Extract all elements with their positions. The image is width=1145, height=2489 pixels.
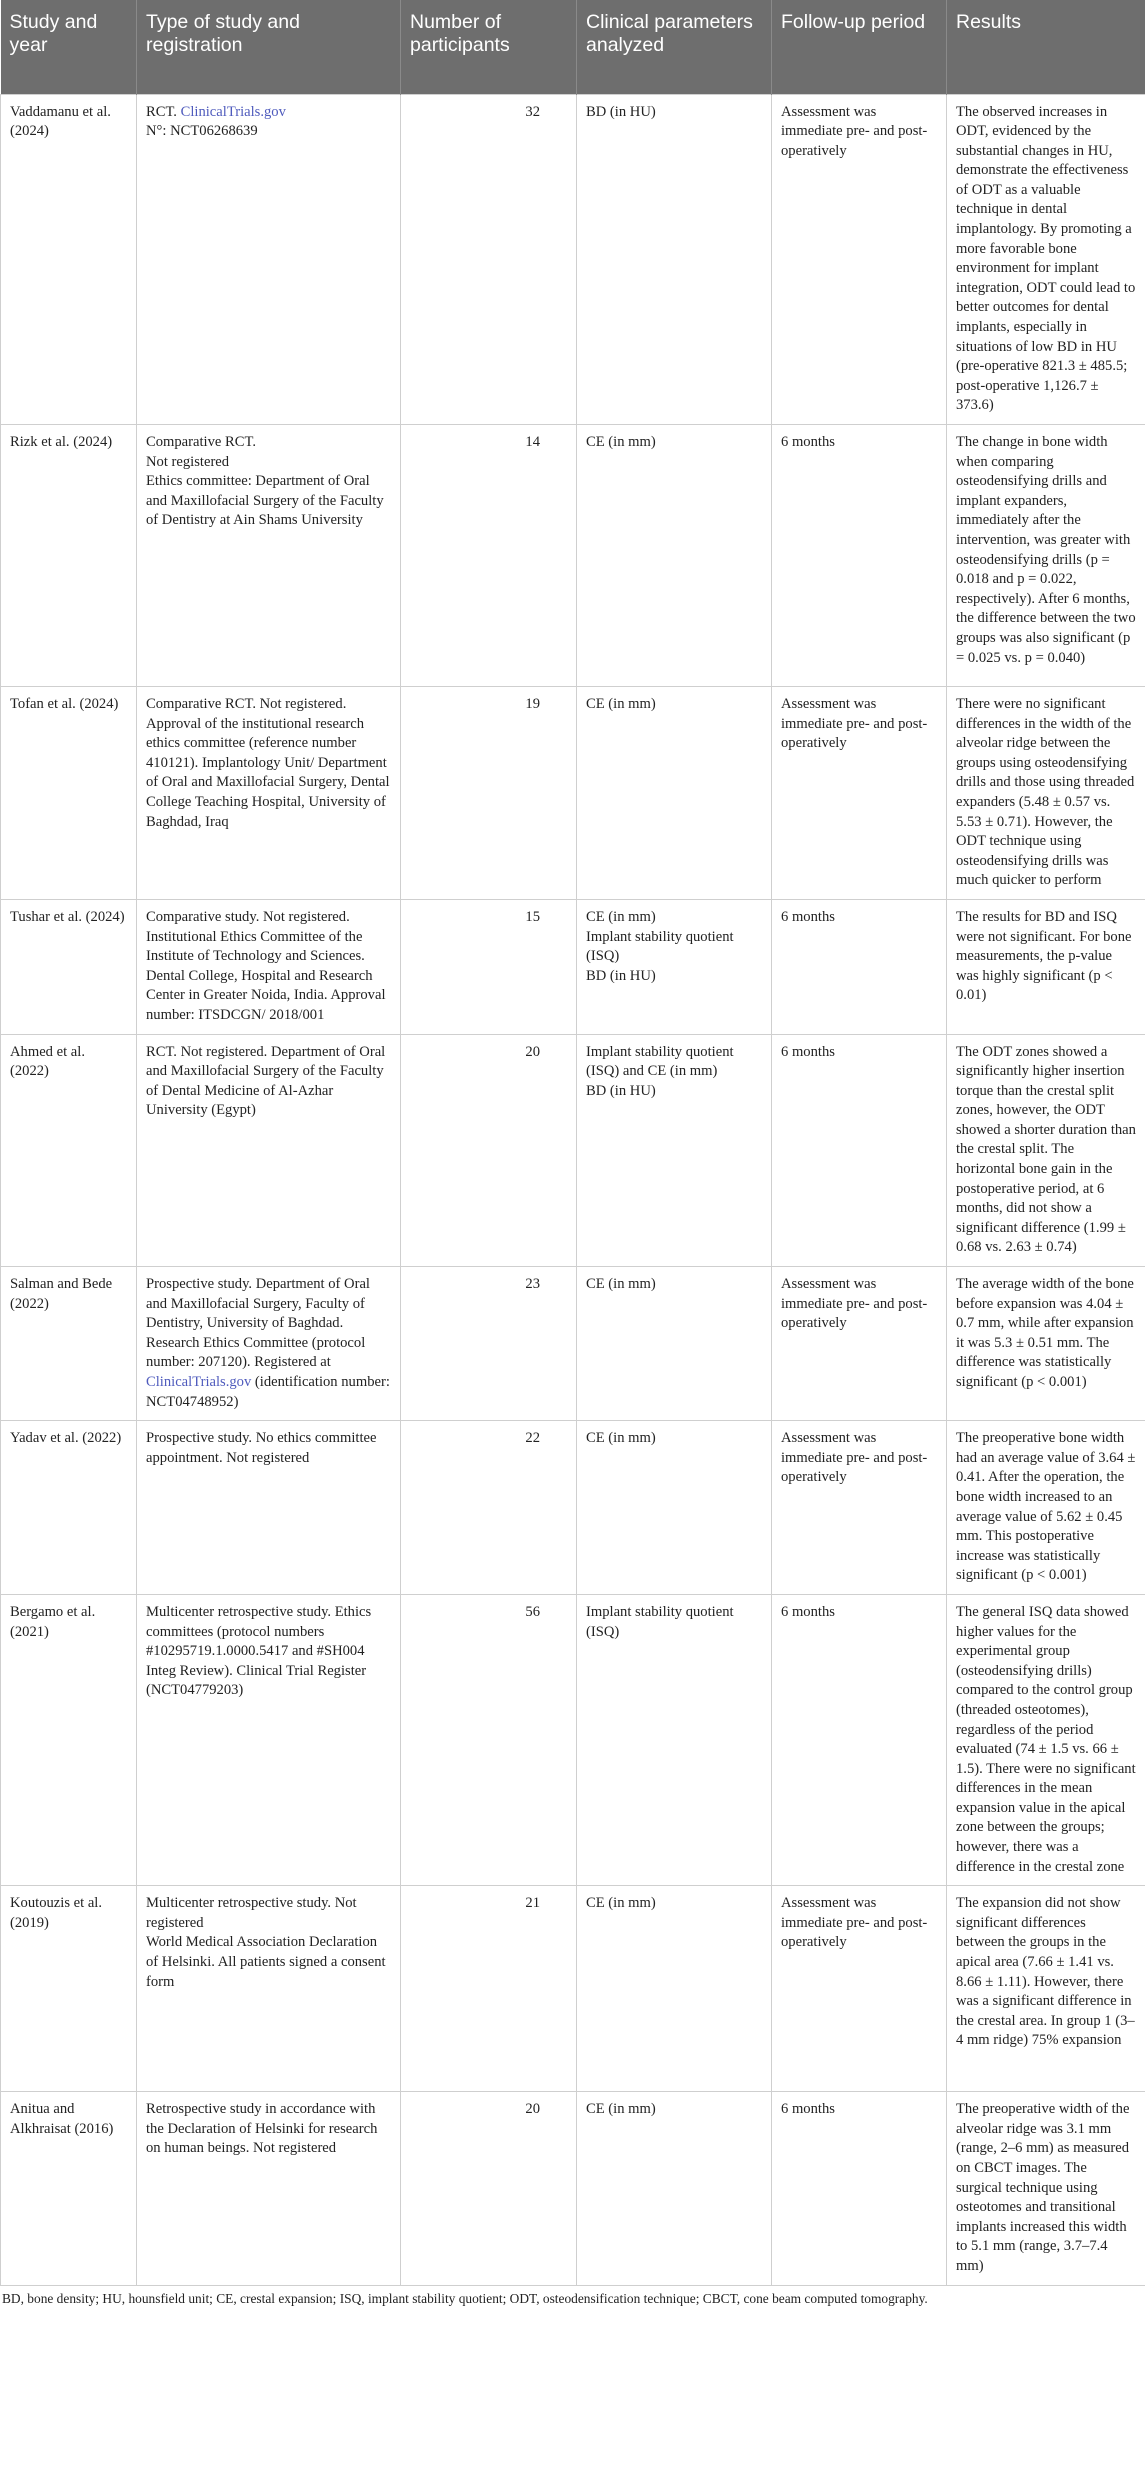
- cell-type: [137, 94, 401, 425]
- cell-participants: 20: [401, 1034, 577, 1267]
- header-followup: Follow-up period: [772, 0, 947, 94]
- type-text: Comparative RCT. Not registered Ethics committee: Department of Oral and Maxillofacial Surgery of the Faculty of Dentistry at Ain Shams University: [146, 434, 384, 529]
- cell-parameters: Implant stability quotient (ISQ): [577, 1594, 772, 1885]
- cell-results: The ODT zones showed a significantly higher insertion torque than the crestal split zones, however, the ODT showed a shorter duration than the crestal split. The horizontal bone gain in the postoperative period, at 6 months, did not show a significant difference (1.99 ± 0.68 vs. 2.63 ± 0.74): [947, 1034, 1145, 1267]
- type-text: Comparative study. Not registered. Institutional Ethics Committee of the Institute of Technology and Sciences. Dental College, Hospital and Research Center in Greater Noida, India. Approval number: ITSDCGN/ 2018/001: [146, 908, 386, 1023]
- cell-results: There were no significant differences in the width of the alveolar ridge between the groups using osteodensifying drills and those using threaded expanders (5.48 ± 0.57 vs. 5.53 ± 0.71). However, the ODT technique using osteodensifying drills was much quicker to perform: [947, 687, 1145, 900]
- type-text: Prospective study. Department of Oral and Maxillofacial Surgery, Faculty of Dentistry, University of Baghdad. Research Ethics Committee (protocol number: 207120). Registered at: [146, 1276, 370, 1371]
- cell-followup: Assessment was immediate pre- and post-operatively: [772, 1886, 947, 2092]
- table-row: [1, 425, 1145, 687]
- cell-study: Bergamo et al. (2021): [1, 1594, 137, 1885]
- header-row: [1, 0, 1145, 94]
- cell-results: The preoperative width of the alveolar ridge was 3.1 mm (range, 2–6 mm) as measured on CBCT images. The surgical technique using osteotomes and transitional implants increased this width to 5.1 mm (range, 3.7–7.4 mm): [947, 2092, 1145, 2285]
- cell-study: Salman and Bede (2022): [1, 1267, 137, 1421]
- cell-study: Tushar et al. (2024): [1, 899, 137, 1034]
- cell-type: [137, 1267, 401, 1421]
- cell-followup: 6 months: [772, 1034, 947, 1267]
- cell-participants: 32: [401, 94, 577, 425]
- cell-results: The expansion did not show significant differences between the groups in the apical area (7.66 ± 1.41 vs. 8.66 ± 1.11). However, there was a significant difference in the crestal area. In group 1 (3–4 mm ridge) 75% expansion: [947, 1886, 1145, 2092]
- cell-followup: 6 months: [772, 1594, 947, 1885]
- cell-participants: 21: [401, 1886, 577, 2092]
- cell-type: [137, 425, 401, 687]
- cell-study: Ahmed et al. (2022): [1, 1034, 137, 1267]
- cell-study: Koutouzis et al. (2019): [1, 1886, 137, 2092]
- cell-results: The general ISQ data showed higher values for the experimental group (osteodensifying drills) compared to the control group (threaded osteotomes), regardless of the period evaluated (74 ± 1.5 vs. 66 ± 1.5). There were no significant differences in the mean expansion value in the apical zone between the groups; however, there was a difference in the crestal zone: [947, 1594, 1145, 1885]
- cell-parameters: CE (in mm): [577, 1421, 772, 1595]
- cell-study: Yadav et al. (2022): [1, 1421, 137, 1595]
- cell-participants: 20: [401, 2092, 577, 2285]
- cell-type: [137, 1594, 401, 1885]
- cell-results: The preoperative bone width had an average value of 3.64 ± 0.41. After the operation, the bone width increased to an average value of 5.62 ± 0.45 mm. This postoperative increase was statistically significant (p < 0.001): [947, 1421, 1145, 1595]
- table-row: [1, 1034, 1145, 1267]
- type-text-cont: N°: NCT06268639: [146, 123, 258, 140]
- cell-study: Vaddamanu et al. (2024): [1, 94, 137, 425]
- cell-followup: Assessment was immediate pre- and post-operatively: [772, 94, 947, 425]
- cell-parameters: CE (in mm): [577, 2092, 772, 2285]
- cell-followup: Assessment was immediate pre- and post-operatively: [772, 1267, 947, 1421]
- cell-followup: Assessment was immediate pre- and post-operatively: [772, 687, 947, 900]
- registry-link[interactable]: ClinicalTrials.gov: [146, 1374, 252, 1390]
- cell-type: [137, 899, 401, 1034]
- table-row: [1, 2092, 1145, 2285]
- table-footnote: BD, bone density; HU, hounsfield unit; CE, crestal expansion; ISQ, implant stability quotient; ODT, osteodensification technique; CBCT, cone beam computed tomography.: [2, 2290, 928, 2306]
- table-row: [1, 899, 1145, 1034]
- cell-parameters: CE (in mm): [577, 425, 772, 687]
- cell-type: [137, 1034, 401, 1267]
- type-text: RCT. Not registered. Department of Oral and Maxillofacial Surgery of the Faculty of Dental Medicine of Al-Azhar University (Egypt): [146, 1043, 386, 1119]
- registry-link[interactable]: ClinicalTrials.gov: [180, 103, 286, 120]
- table-row: [1, 94, 1145, 425]
- table-body: [1, 94, 1145, 2285]
- table-row: [1, 1886, 1145, 2092]
- cell-type: [137, 1421, 401, 1595]
- type-text: Multicenter retrospective study. Ethics committees (protocol numbers #10295719.1.0000.5417 and #SH004 Integ Review). Clinical Trial Register (NCT04779203): [146, 1603, 372, 1699]
- cell-type: [137, 2092, 401, 2285]
- header-type: Type of study and registration: [137, 0, 401, 94]
- cell-participants: 15: [401, 899, 577, 1034]
- cell-parameters: CE (in mm): [577, 687, 772, 900]
- cell-results: The change in bone width when comparing osteodensifying drills and implant expanders, immediately after the intervention, was greater with osteodensifying drills (p = 0.018 and p = 0.022, respectively). After 6 months, the difference between the two groups was also significant (p = 0.025 vs. p = 0.040): [947, 425, 1145, 687]
- type-text: Retrospective study in accordance with the Declaration of Helsinki for research on human beings. Not registered: [146, 2101, 378, 2157]
- cell-type: [137, 687, 401, 900]
- type-text: Multicenter retrospective study. Not registered World Medical Association Declaration of Helsinki. All patients signed a consent form: [146, 1895, 386, 1990]
- cell-study: Tofan et al. (2024): [1, 687, 137, 900]
- table-row: [1, 1421, 1145, 1595]
- cell-participants: 56: [401, 1594, 577, 1885]
- header-results: Results: [947, 0, 1145, 94]
- cell-parameters: CE (in mm): [577, 1886, 772, 2092]
- type-text-cont: (identification number: NCT04748952): [146, 1374, 390, 1410]
- cell-followup: 6 months: [772, 2092, 947, 2285]
- table-row: [1, 1267, 1145, 1421]
- cell-followup: 6 months: [772, 425, 947, 687]
- cell-results: The results for BD and ISQ were not significant. For bone measurements, the p-value was highly significant (p < 0.01): [947, 899, 1145, 1034]
- cell-participants: 22: [401, 1421, 577, 1595]
- cell-study: Anitua and Alkhraisat (2016): [1, 2092, 137, 2285]
- cell-participants: 14: [401, 425, 577, 687]
- cell-type: [137, 1886, 401, 2092]
- table-header: [1, 0, 1145, 94]
- cell-parameters: BD (in HU): [577, 94, 772, 425]
- header-study: Study and year: [1, 0, 137, 94]
- table-row: [1, 687, 1145, 900]
- type-text: Prospective study. No ethics committee appointment. Not registered: [146, 1430, 377, 1466]
- cell-study: Rizk et al. (2024): [1, 425, 137, 687]
- cell-results: The average width of the bone before expansion was 4.04 ± 0.7 mm, while after expansion it was 5.3 ± 0.51 mm. The difference was statistically significant (p < 0.001): [947, 1267, 1145, 1421]
- header-participants: Number of participants: [401, 0, 577, 94]
- table-row: [1, 1594, 1145, 1885]
- type-text: RCT.: [146, 103, 181, 120]
- cell-results: The observed increases in ODT, evidenced by the substantial changes in HU, demonstrate the effectiveness of ODT as a valuable technique in dental implantology. By promoting a more favorable bone environment for implant integration, ODT could lead to better outcomes for dental implants, especially in situations of low BD in HU (pre-operative 821.3 ± 485.5; post-operative 1,126.7 ± 373.6): [947, 94, 1145, 425]
- cell-participants: 23: [401, 1267, 577, 1421]
- cell-parameters: Implant stability quotient (ISQ) and CE (in mm) BD (in HU): [577, 1034, 772, 1267]
- header-parameters: Clinical parameters analyzed: [577, 0, 772, 94]
- type-text: Comparative RCT. Not registered. Approval of the institutional research ethics committee (reference number 410121). Implantology Unit/ Department of Oral and Maxillofacial Surgery, Dental College Teaching Hospital, University of Baghdad, Iraq: [146, 696, 390, 830]
- cell-parameters: CE (in mm) Implant stability quotient (ISQ) BD (in HU): [577, 899, 772, 1034]
- cell-followup: 6 months: [772, 899, 947, 1034]
- cell-parameters: CE (in mm): [577, 1267, 772, 1421]
- cell-followup: Assessment was immediate pre- and post-operatively: [772, 1421, 947, 1595]
- cell-participants: 19: [401, 687, 577, 900]
